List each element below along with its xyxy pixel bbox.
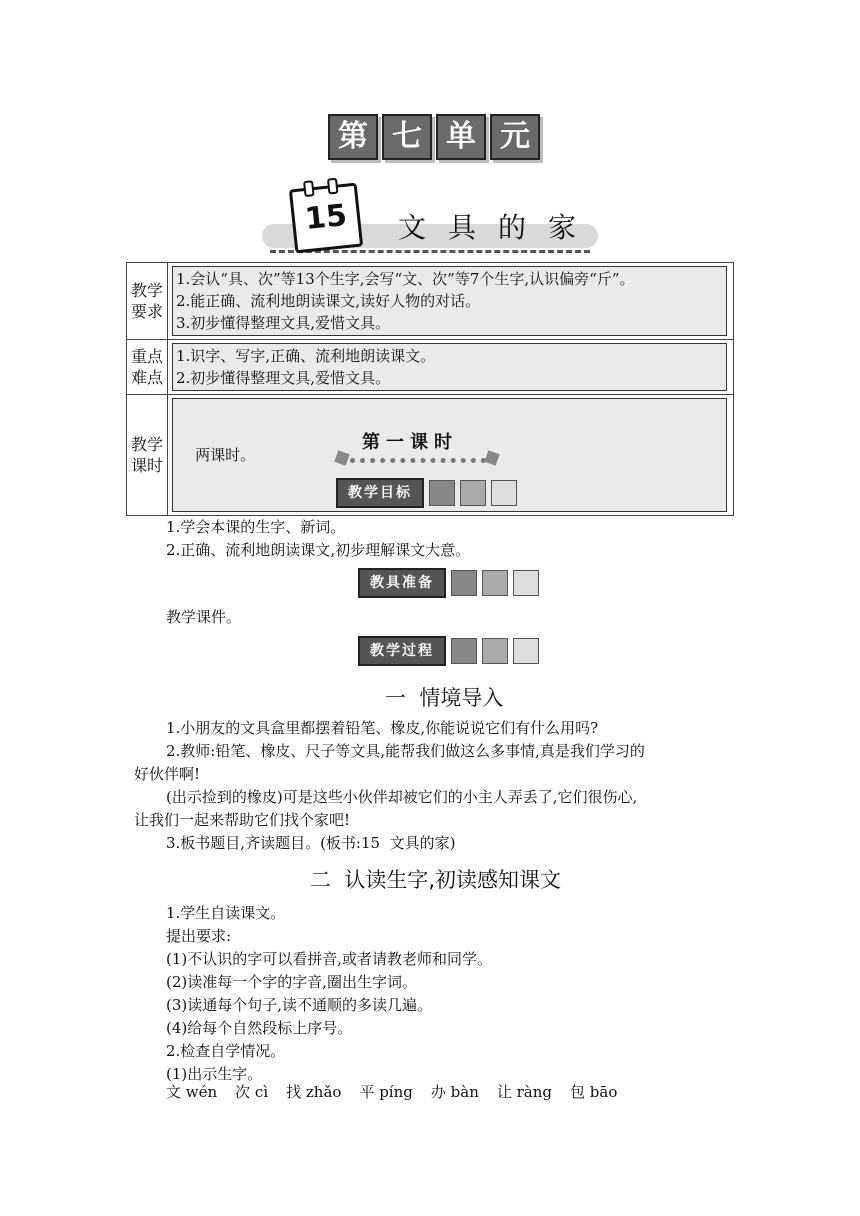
goal-item: 2.正确、流利地朗读课文,初步理解课文大意。 xyxy=(166,541,471,559)
unit-title-char: 单 xyxy=(436,114,486,160)
character-item: 让 ràng xyxy=(496,1083,553,1101)
body-line: (4)给每个自然段标上序号。 xyxy=(166,1019,353,1037)
body-line: (1)不认识的字可以看拼音,或者请教老师和同学。 xyxy=(166,950,493,968)
body-line: 好伙伴啊! xyxy=(134,765,201,783)
calendar-icon xyxy=(289,183,363,254)
row-content-box xyxy=(172,343,727,391)
row-body xyxy=(168,263,734,340)
table-row xyxy=(127,263,734,340)
character-item: 包 bāo xyxy=(570,1083,618,1101)
prep-text: 教学课件。 xyxy=(166,608,242,626)
section-heading: 二 认读生字,初读感知课文 xyxy=(310,868,562,892)
table-row xyxy=(127,340,734,395)
session-title: 第一课时 xyxy=(362,432,458,453)
body-line: 3.板书题目,齐读题目。(板书:15 文具的家) xyxy=(166,834,456,852)
row-label: 重点 难点 xyxy=(127,340,168,395)
unit-title-char: 第 xyxy=(328,114,378,160)
goal-item: 1.学会本课的生字、新词。 xyxy=(166,518,346,536)
tag-box xyxy=(451,638,477,664)
row-line: 2.能正确、流利地朗读课文,读好人物的对话。 xyxy=(176,292,481,310)
tag-box xyxy=(491,480,517,506)
body-line: 2.检查自学情况。 xyxy=(166,1042,286,1060)
unit-title-char: 元 xyxy=(490,114,540,160)
character-list xyxy=(166,1081,635,1104)
tag-box xyxy=(513,638,539,664)
row-label: 教学 课时 xyxy=(127,395,168,516)
body-line: (1)出示生字。 xyxy=(166,1065,263,1083)
character-item: 平 píng xyxy=(359,1083,413,1101)
section-tag-prep xyxy=(358,570,539,596)
session-dash xyxy=(350,458,486,463)
row-content-box xyxy=(172,266,727,336)
tag-box xyxy=(451,570,477,596)
body-line: (2)读准每一个字的字音,圈出生字词。 xyxy=(166,973,418,991)
row-label: 教学 要求 xyxy=(127,263,168,340)
body-line: 让我们一起来帮助它们找个家吧! xyxy=(134,811,351,829)
character-item: 办 bàn xyxy=(430,1083,479,1101)
character-item: 次 cì xyxy=(235,1083,269,1101)
tag-label: 教学目标 xyxy=(336,478,424,508)
row-body xyxy=(168,340,734,395)
unit-title-char: 七 xyxy=(382,114,432,160)
calendar-ring xyxy=(327,178,339,195)
tag-box xyxy=(513,570,539,596)
section-tag-process xyxy=(358,638,539,664)
row-line: 3.初步懂得整理文具,爱惜文具。 xyxy=(176,314,391,332)
tag-box xyxy=(482,570,508,596)
calendar-ring xyxy=(303,180,315,197)
unit-title xyxy=(328,114,544,158)
section-tag-goals xyxy=(336,480,517,506)
tag-box xyxy=(482,638,508,664)
tag-box xyxy=(460,480,486,506)
requirements-table xyxy=(126,262,734,516)
row-line: 1.识字、写字,正确、流利地朗读课文。 xyxy=(176,347,436,365)
lesson-number: 15 xyxy=(303,197,349,238)
character-item: 文 wén xyxy=(166,1083,218,1101)
section-heading: 一 情境导入 xyxy=(385,686,504,710)
body-line: 2.教师:铅笔、橡皮、尺子等文具,能帮我们做这么多事情,真是我们学习的 xyxy=(166,742,645,760)
lesson-title: 文具的家 xyxy=(398,211,599,244)
row-line: 两课时。 xyxy=(176,446,256,464)
body-line: 提出要求: xyxy=(166,927,232,945)
body-line: 1.小朋友的文具盒里都摆着铅笔、橡皮,你能说说它们有什么用吗? xyxy=(166,719,599,737)
tag-label: 教具准备 xyxy=(358,568,446,598)
tag-box xyxy=(429,480,455,506)
row-line: 2.初步懂得整理文具,爱惜文具。 xyxy=(176,369,391,387)
body-line: (3)读通每个句子,读不通顺的多读几遍。 xyxy=(166,996,433,1014)
tag-label: 教学过程 xyxy=(358,636,446,666)
body-line: (出示捡到的橡皮)可是这些小伙伴却被它们的小主人弄丢了,它们很伤心, xyxy=(166,788,638,806)
character-item: 找 zhǎo xyxy=(286,1083,342,1101)
body-line: 1.学生自读课文。 xyxy=(166,904,286,922)
row-line: 1.会认“具、次”等13个生字,会写“文、次”等7个生字,认识偏旁“斤”。 xyxy=(176,270,635,288)
